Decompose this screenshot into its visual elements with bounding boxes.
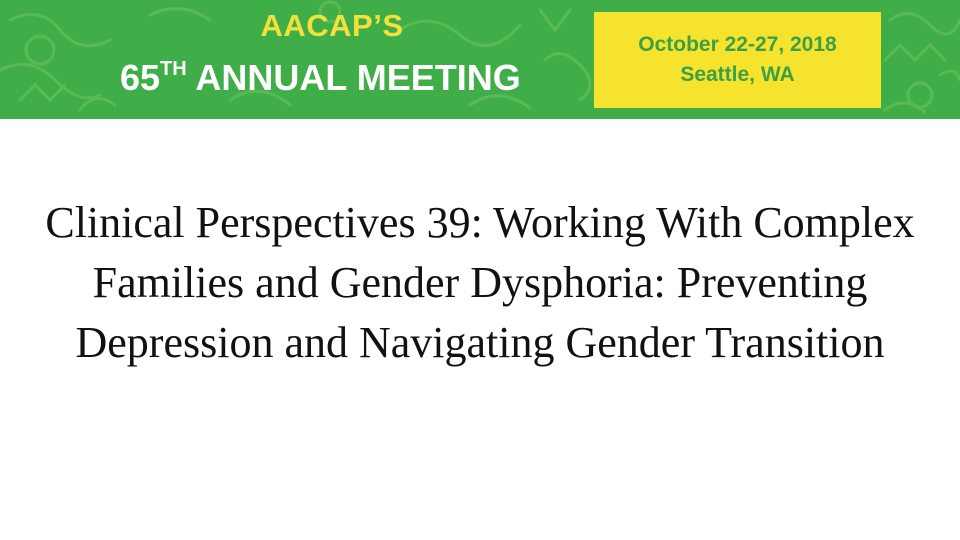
meeting-number: 65: [120, 57, 161, 98]
meeting-name: [120, 56, 540, 100]
date-location-box: [594, 12, 881, 108]
meeting-label: ANNUAL MEETING: [186, 57, 521, 98]
meeting-dates: October 22-27, 2018: [638, 33, 837, 56]
conference-banner: [0, 0, 960, 119]
session-title: Clinical Perspectives 39: Working With Complex Families and Gender Dysphoria: Preventing Depression and Navigating Gender Transition: [45, 198, 915, 367]
meeting-location: Seattle, WA: [680, 63, 795, 86]
meeting-ordinal-suffix: TH: [160, 58, 187, 80]
organization-name: AACAP’S: [260, 8, 404, 43]
